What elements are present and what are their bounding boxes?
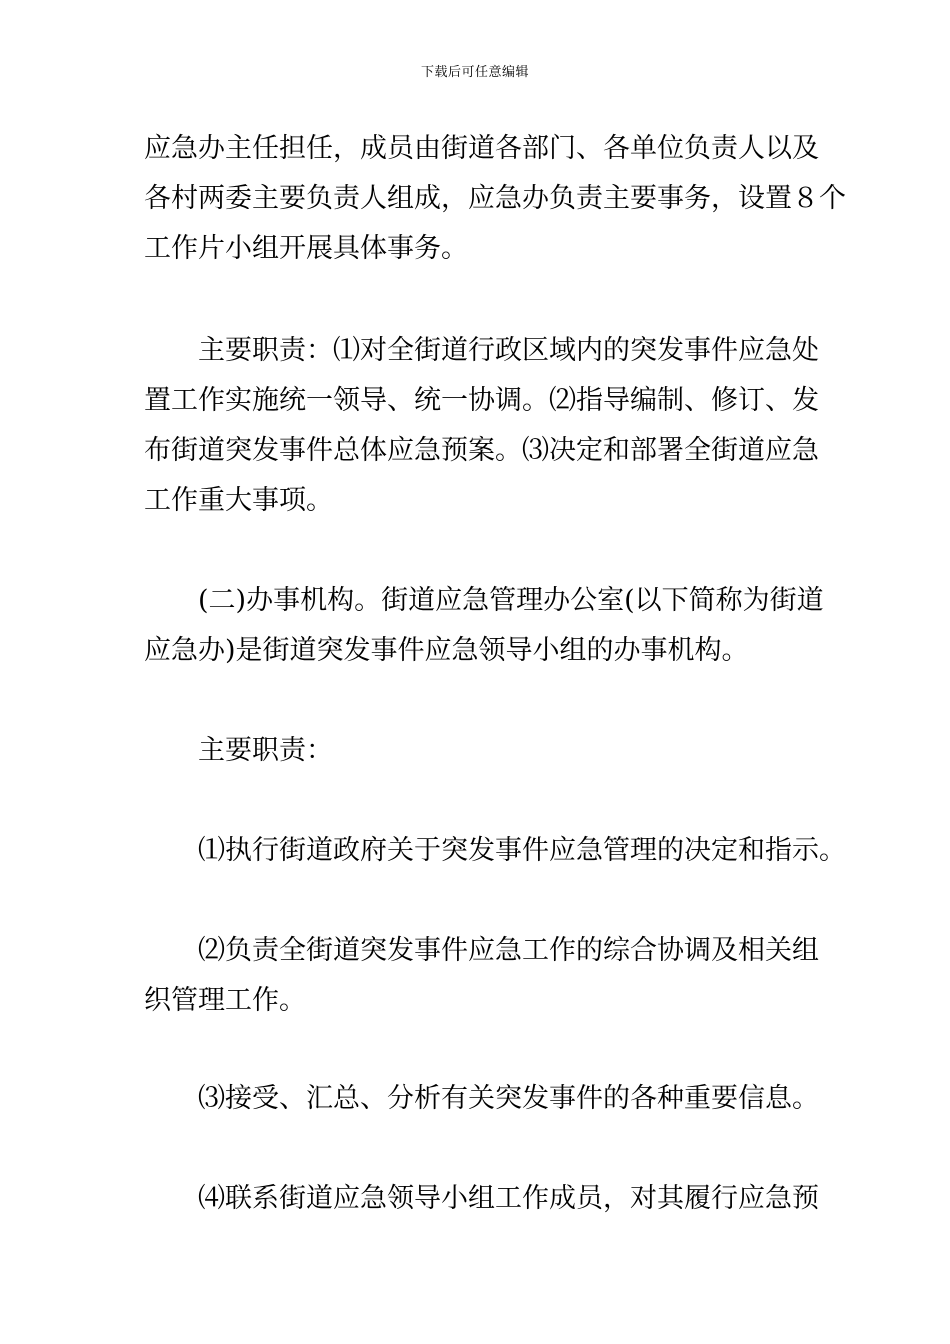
- text-line: 主要职责：⑴对全街道行政区域内的突发事件应急处: [198, 335, 819, 366]
- text-line: 各村两委主要负责人组成，应急办负责主要事务，设置８个: [144, 183, 846, 214]
- text-line: ⑶接受、汇总、分析有关突发事件的各种重要信息。: [198, 1083, 819, 1114]
- text-line: 布街道突发事件总体应急预案。⑶决定和部署全街道应急: [144, 435, 819, 466]
- text-line: ⑵负责全街道突发事件应急工作的综合协调及相关组: [198, 935, 819, 966]
- text-line: 主要职责：: [198, 735, 333, 766]
- text-line: (二)办事机构。街道应急管理办公室(以下简称为街道: [198, 585, 824, 616]
- text-line: ⑴执行街道政府关于突发事件应急管理的决定和指示。: [198, 835, 846, 866]
- text-line: ⑷联系街道应急领导小组工作成员，对其履行应急预: [198, 1183, 819, 1214]
- text-line: 工作片小组开展具体事务。: [144, 233, 468, 264]
- page-header: 下载后可任意编辑: [420, 65, 529, 80]
- text-line: 应急办主任担任，成员由街道各部门、各单位负责人以及: [144, 133, 819, 164]
- text-line: 置工作实施统一领导、统一协调。⑵指导编制、修订、发: [144, 385, 819, 416]
- text-line: 工作重大事项。: [144, 485, 333, 516]
- text-line: 应急办)是街道突发事件应急领导小组的办事机构。: [144, 635, 749, 666]
- text-line: 织管理工作。: [144, 985, 306, 1016]
